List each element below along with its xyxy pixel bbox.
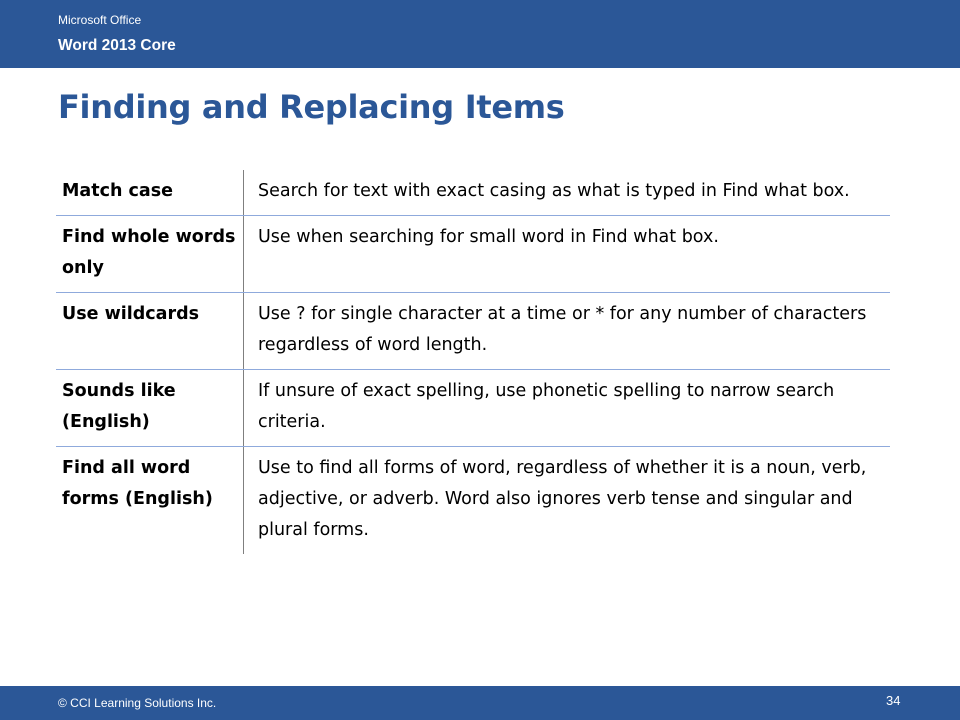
product-family-label: Microsoft Office xyxy=(58,13,142,27)
page-number: 34 xyxy=(886,693,901,708)
course-title: Word 2013 Core xyxy=(58,37,176,54)
option-description: Use to find all forms of word, regardless of whether it is a noun, verb, adjective, or adverb. Word also ignores verb tense and singular and plural forms. xyxy=(258,458,867,540)
option-term: Sounds like (English) xyxy=(56,370,244,446)
header-bar xyxy=(0,0,960,68)
table-row xyxy=(56,447,890,554)
option-term: Find whole words only xyxy=(56,216,244,292)
table-row xyxy=(56,293,890,370)
copyright-notice: © CCI Learning Solutions Inc. xyxy=(58,696,217,710)
option-term: Match case xyxy=(56,170,244,215)
table-row xyxy=(56,370,890,447)
option-description: Use when searching for small word in Find what box. xyxy=(258,227,719,247)
slide-title: Finding and Replacing Items xyxy=(58,88,565,126)
option-term: Find all word forms (English) xyxy=(56,447,244,554)
table-row xyxy=(56,170,890,216)
option-description: If unsure of exact spelling, use phonetic spelling to narrow search criteria. xyxy=(258,381,835,432)
table-row xyxy=(56,216,890,293)
option-description: Search for text with exact casing as what is typed in Find what box. xyxy=(258,181,850,201)
options-table xyxy=(56,170,890,554)
option-description: Use ? for single character at a time or * for any number of characters regardless of word length. xyxy=(258,304,867,355)
option-term: Use wildcards xyxy=(56,293,244,369)
